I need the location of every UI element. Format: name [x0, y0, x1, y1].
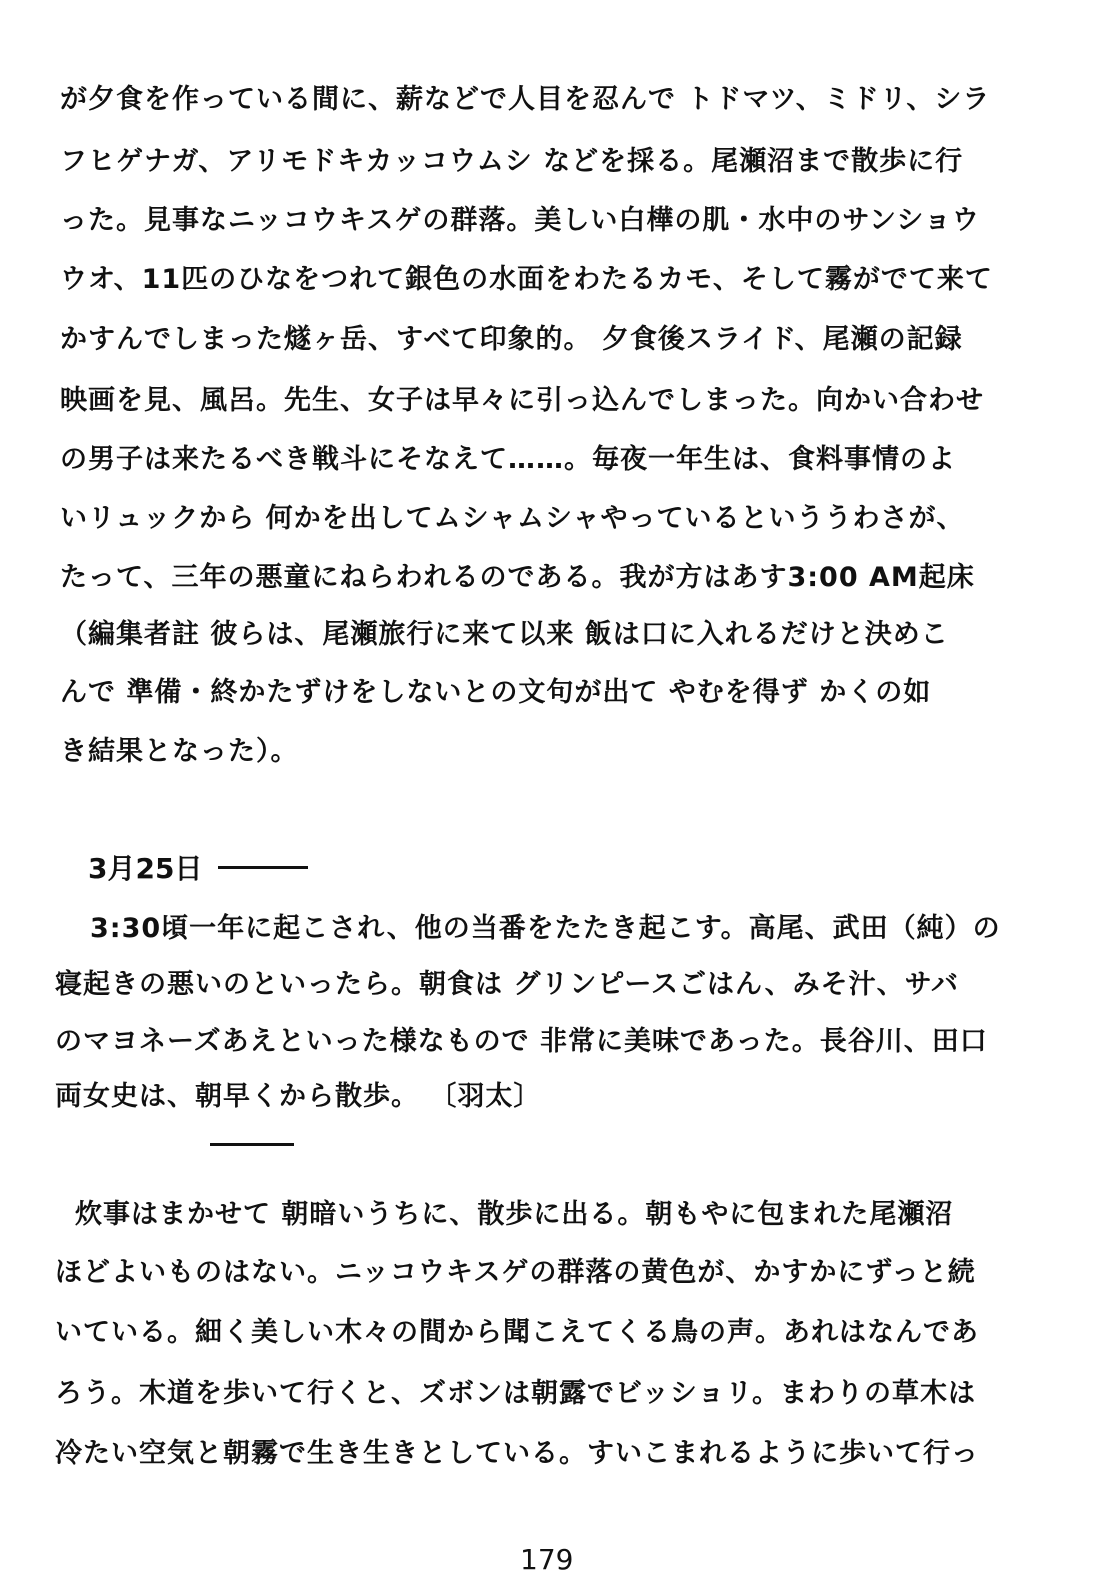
text-line: フヒゲナガ、アリモドキカッコウムシ などを採る。尾瀬沼まで散歩に行: [60, 146, 964, 177]
text-line: き結果となった）。: [60, 736, 299, 767]
text-line: ほどよいものはない。ニッコウキスゲの群落の黄色が、かすかにずっと続: [55, 1257, 976, 1288]
text-line: かすんでしまった燧ヶ岳、すべて印象的。 夕食後スライド、尾瀬の記録: [60, 324, 963, 355]
text-line: （編集者註 彼らは、尾瀬旅行に来て以来 飯は口に入れるだけと決めこ: [60, 619, 949, 650]
text-line: った。見事なニッコウキスゲの群落。美しい白樺の肌・水中のサンショウ: [60, 205, 980, 236]
text-line: 寝起きの悪いのといったら。朝食は グリンピースごはん、みそ汁、サバ: [55, 969, 959, 1000]
page-number: 179: [520, 1543, 574, 1576]
heading-dash: [218, 866, 308, 869]
text-line: 炊事はまかせて 朝暗いうちに、散歩に出る。朝もやに包まれた尾瀬沼: [75, 1199, 954, 1230]
text-line: ウオ、11匹のひなをつれて銀色の水面をわたるカモ、そして霧がでて来て: [60, 264, 993, 295]
text-line: いリュックから 何かを出してムシャムシャやっているといううわさが、: [60, 503, 965, 534]
text-line: んで 準備・終かたずけをしないとの文句が出て やむを得ず かくの如: [60, 677, 932, 708]
text-line: 冷たい空気と朝霧で生き生きとしている。すいこまれるように歩いて行っ: [55, 1438, 979, 1469]
text-line: 両女史は、朝早くから散歩。 〔羽太〕: [55, 1081, 542, 1112]
text-line: たって、三年の悪童にねらわれるのである。我が方はあす3:00 AM起床: [60, 562, 975, 593]
text-line: 映画を見、風呂。先生、女子は早々に引っ込んでしまった。向かい合わせ: [60, 385, 984, 416]
text-line: の男子は来たるべき戦斗にそなえて……。毎夜一年生は、食料事情のよ: [60, 444, 956, 475]
text-line: 3:30頃一年に起こされ、他の当番をたたき起こす。高尾、武田（純）の: [90, 913, 1001, 944]
text-line: ろう。木道を歩いて行くと、ズボンは朝露でビッショリ。まわりの草木は: [55, 1378, 977, 1409]
text-line: のマヨネーズあえといった様なもので 非常に美味であった。長谷川、田口: [55, 1026, 988, 1057]
text-line: が夕食を作っている間に、薪などで人目を忍んで トドマツ、ミドリ、シラ: [60, 84, 991, 115]
text-line: いている。細く美しい木々の間から聞こえてくる鳥の声。あれはなんであ: [55, 1317, 979, 1348]
date-heading: 3月25日: [88, 852, 203, 885]
section-divider: [210, 1143, 294, 1146]
